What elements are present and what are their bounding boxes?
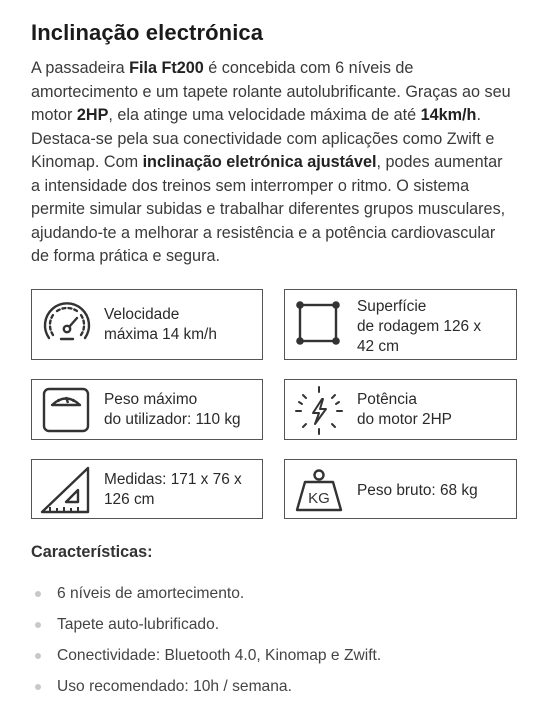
speedometer-icon [39, 297, 95, 353]
spec-card-max-weight [31, 379, 263, 440]
spec-power-line2: do motor 2HP [357, 411, 452, 428]
features-title: Características: [31, 543, 153, 561]
scale-icon [38, 383, 94, 439]
list-item: Uso recomendado: 10h / semana. [31, 676, 531, 707]
spec-gross-weight-text: Peso bruto: 68 kg [357, 482, 478, 499]
spec-card-speed [31, 289, 263, 360]
surface-area-icon [290, 295, 346, 351]
spec-weight-line1: Peso máximo [104, 391, 198, 408]
spec-speed-line2: máxima 14 km/h [104, 326, 217, 343]
product-description: A passadeira Fila Ft200 é concebida com 6 níveis de amortecimento e um tapete rolante autolubrificante. Graças ao seu motor 2HP, ela atinge uma velocidade máxima de até 14km/h. Destaca-se pela sua conectividade com aplicações como Zwift e Kinomap. Com inclinação eletrónica ajustável, podes aumentar a intensidade dos treinos sem interromper o ritmo. O sistema permite simular subidas e trabalhar diferentes grupos musculares, ajudando-te a melhorar a resistência e a potência cardiovascular de forma prática e segura. [31, 59, 511, 265]
set-square-ruler-icon [38, 462, 94, 518]
svg-text:KG: KG [308, 490, 330, 507]
spec-card-dimensions [31, 459, 263, 519]
spec-dimensions-line1: Medidas: 171 x 76 x [104, 471, 242, 488]
spec-surface-line3: 42 cm [357, 338, 399, 355]
page-title: Inclinação electrónica [31, 20, 264, 45]
bullet-dot-icon [35, 591, 41, 597]
spec-card-power [284, 379, 517, 440]
spec-surface-line2: de rodagem 126 x [357, 318, 482, 335]
spec-power-line1: Potência [357, 391, 417, 408]
spec-weight-line2: do utilizador: 110 kg [104, 411, 241, 428]
bullet-dot-icon [35, 684, 41, 690]
spec-card-gross-weight [284, 459, 517, 519]
spec-speed-line1: Velocidade [104, 306, 180, 323]
spec-card-surface [284, 289, 517, 360]
product-name: Fila Ft200 [129, 59, 204, 77]
list-item: Conectividade: Bluetooth 4.0, Kinomap e Zwift. [31, 645, 531, 676]
bullet-dot-icon [35, 622, 41, 628]
spec-dimensions-line2: 126 cm [104, 491, 155, 508]
lightning-icon [291, 382, 347, 438]
spec-surface-line1: Superfície [357, 298, 427, 315]
list-item: Tapete auto-lubrificado. [31, 614, 531, 645]
list-item: 6 níveis de amortecimento. [31, 583, 531, 614]
weight-kg-icon [291, 462, 347, 518]
bullet-dot-icon [35, 653, 41, 659]
features-list [31, 583, 531, 707]
